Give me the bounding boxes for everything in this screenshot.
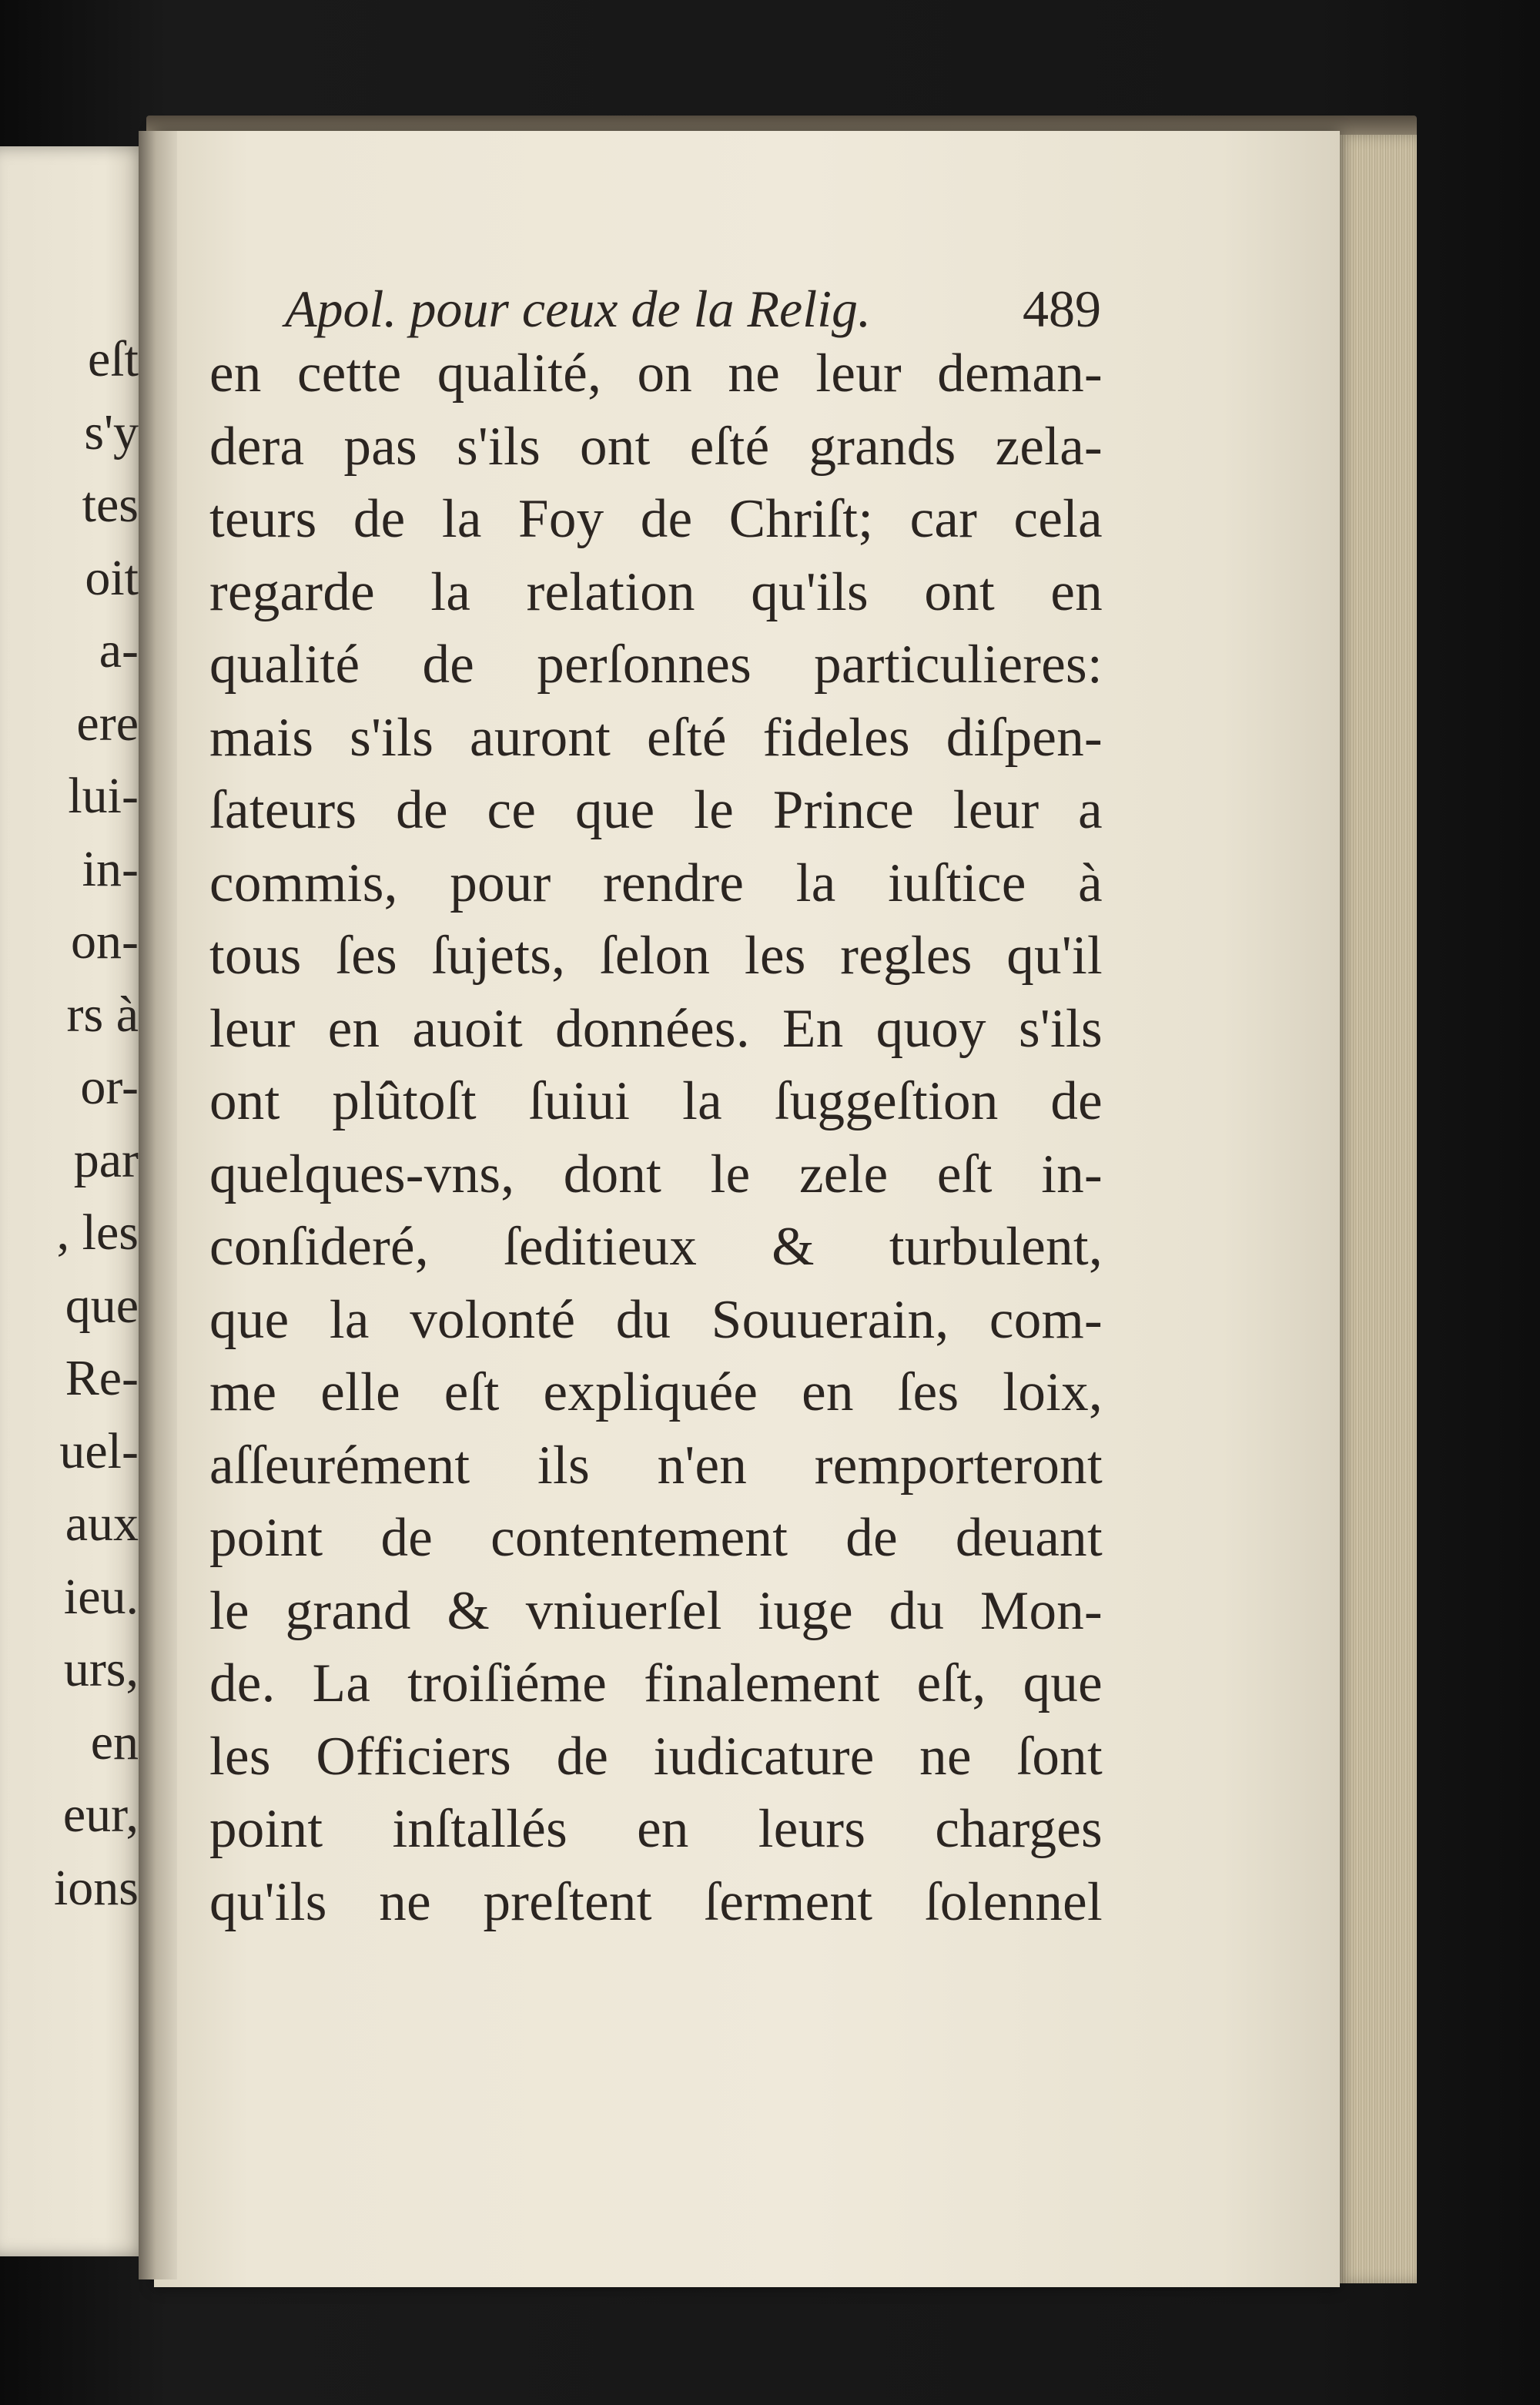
page-body bbox=[209, 337, 1103, 1938]
text-line: ont plûtoſt ſuiui la ſuggeſtion de bbox=[209, 1071, 1103, 1131]
left-line: tes bbox=[82, 477, 139, 533]
page-block-edges bbox=[1332, 135, 1417, 2283]
text-line: qu'ils ne preſtent ſerment ſolennel bbox=[209, 1871, 1103, 1932]
left-line: que bbox=[65, 1277, 139, 1334]
text-line: regarde la relation qu'ils ont en bbox=[209, 561, 1103, 622]
left-line: Re- bbox=[65, 1350, 139, 1406]
text-line: qualité de perſonnes particulieres: bbox=[209, 635, 1103, 695]
text-line: point inſtallés en leurs charges bbox=[209, 1799, 1103, 1859]
text-line: dera pas s'ils ont eſté grands zela- bbox=[209, 416, 1103, 477]
text-line: commis, pour rendre la iuſtice à bbox=[209, 852, 1103, 913]
page-header bbox=[285, 279, 1101, 340]
text-line: quelques-vns, dont le zele eſt in- bbox=[209, 1144, 1103, 1204]
text-line: que la volonté du Souuerain, com- bbox=[209, 1289, 1103, 1350]
left-line: on- bbox=[71, 913, 139, 970]
left-line: , les bbox=[56, 1204, 139, 1261]
left-line: urs, bbox=[63, 1641, 139, 1697]
left-line: aux bbox=[65, 1496, 139, 1552]
left-line: s'y bbox=[84, 404, 139, 461]
left-line: or- bbox=[80, 1059, 139, 1115]
text-line: conſideré, ſeditieux & turbulent, bbox=[209, 1217, 1103, 1277]
text-line: me elle eſt expliquée en ſes loix, bbox=[209, 1362, 1103, 1422]
left-line: lui- bbox=[68, 768, 139, 824]
left-line: ions bbox=[53, 1859, 139, 1916]
left-facing-page bbox=[0, 146, 150, 2256]
left-line: in- bbox=[82, 840, 139, 897]
text-line: le grand & vniuerſel iuge du Mon- bbox=[209, 1580, 1103, 1641]
book-gutter bbox=[139, 131, 177, 2279]
page-number: 489 bbox=[1023, 280, 1101, 338]
text-line: mais s'ils auront eſté fideles diſpen- bbox=[209, 707, 1103, 768]
left-line: par bbox=[73, 1131, 139, 1188]
text-line: leur en auoit données. En quoy s'ils bbox=[209, 998, 1103, 1059]
text-line: les Officiers de iudicature ne ſont bbox=[209, 1726, 1103, 1787]
text-line: aſſeurément ils n'en remporteront bbox=[209, 1435, 1103, 1496]
left-line: a- bbox=[99, 622, 139, 678]
text-line: de. La troiſiéme finalement eſt, que bbox=[209, 1653, 1103, 1713]
left-line: eur, bbox=[62, 1787, 139, 1843]
left-line: uel- bbox=[59, 1422, 139, 1479]
left-line: en bbox=[90, 1713, 139, 1770]
text-line: point de contentement de deuant bbox=[209, 1508, 1103, 1568]
running-title: Apol. pour ceux de la Relig. bbox=[285, 280, 872, 338]
text-line: tous ſes ſujets, ſelon les regles qu'il bbox=[209, 926, 1103, 986]
left-line: oit bbox=[85, 549, 139, 606]
left-line: ere bbox=[76, 695, 139, 752]
left-line: rs à bbox=[66, 986, 139, 1043]
text-line: en cette qualité, on ne leur deman- bbox=[209, 343, 1103, 404]
text-line: teurs de la Foy de Chriſt; car cela bbox=[209, 489, 1103, 549]
left-line: ieu. bbox=[63, 1568, 139, 1625]
text-line: ſateurs de ce que le Prince leur a bbox=[209, 780, 1103, 840]
left-page-text bbox=[0, 323, 139, 1924]
left-line: eſt bbox=[88, 331, 139, 387]
